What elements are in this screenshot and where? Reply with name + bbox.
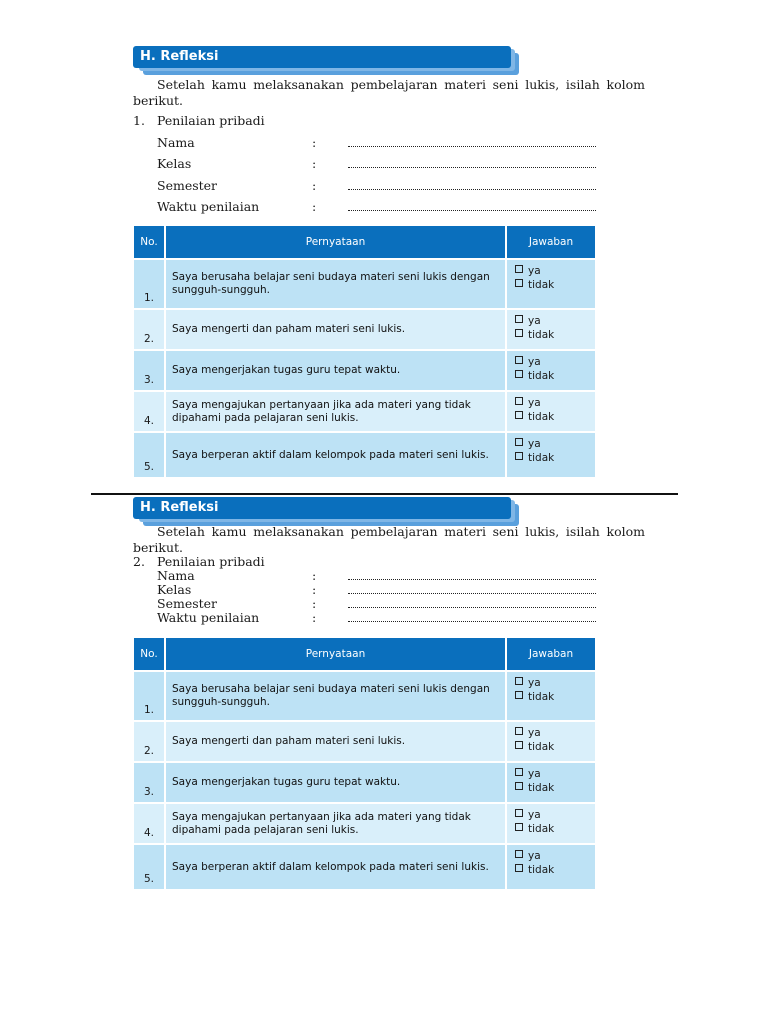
option-tidak[interactable] (515, 822, 595, 836)
answer-cell (507, 310, 595, 349)
table-row (134, 392, 595, 431)
option-ya[interactable] (515, 437, 595, 451)
option-label: ya (528, 265, 541, 277)
option-tidak[interactable] (515, 781, 595, 795)
row-number: 5. (134, 845, 164, 889)
table-row (134, 722, 595, 761)
option-label: tidak (528, 823, 555, 835)
col-header-no: No. (134, 638, 164, 670)
option-tidak[interactable] (515, 410, 595, 424)
answer-cell (507, 260, 595, 308)
field-label: Semester (157, 596, 218, 611)
table-header-row (134, 226, 595, 258)
row-number: 2. (134, 310, 164, 349)
col-header-answer: Jawaban (507, 226, 595, 258)
option-tidak[interactable] (515, 690, 595, 704)
table-row (134, 310, 595, 349)
option-label: ya (528, 397, 541, 409)
option-label: ya (528, 850, 541, 862)
option-label: ya (528, 438, 541, 450)
intro-line-1: Setelah kamu melaksanakan pembelajaran materi seni lukis, isilah kolom (157, 77, 645, 92)
field-label: Waktu penilaian (157, 610, 260, 625)
table-row (134, 845, 595, 889)
field-nama[interactable] (157, 135, 607, 150)
option-ya[interactable] (515, 396, 595, 410)
answer-cell (507, 845, 595, 889)
row-number: 3. (134, 351, 164, 390)
row-number: 3. (134, 763, 164, 802)
answer-cell (507, 672, 595, 720)
option-tidak[interactable] (515, 740, 595, 754)
page-divider (91, 493, 678, 495)
col-header-statement: Pernyataan (166, 226, 505, 258)
row-number: 2. (134, 722, 164, 761)
field-nama[interactable] (157, 568, 607, 583)
item-title: Penilaian pribadi (157, 113, 265, 128)
field-colon: : (312, 568, 317, 583)
checkbox-icon[interactable] (515, 438, 523, 446)
answer-cell (507, 351, 595, 390)
option-label: ya (528, 809, 541, 821)
checkbox-icon[interactable] (515, 727, 523, 735)
reflection-table (132, 636, 597, 891)
field-colon: : (312, 156, 317, 171)
table-row (134, 763, 595, 802)
section-title: H. Refleksi (133, 46, 511, 68)
intro-line-2: berikut. (133, 93, 183, 108)
row-number: 1. (134, 672, 164, 720)
col-header-statement: Pernyataan (166, 638, 505, 670)
option-label: tidak (528, 411, 555, 423)
option-label: tidak (528, 329, 555, 341)
option-ya[interactable] (515, 808, 595, 822)
intro-line-2: berikut. (133, 540, 183, 555)
section-2-header (133, 497, 521, 525)
row-statement: Saya mengajukan pertanyaan jika ada materi yang tidak dipahami pada pelajaran seni lukis. (166, 392, 505, 431)
checkbox-icon[interactable] (515, 356, 523, 364)
reflection-table (132, 224, 597, 479)
row-statement: Saya mengajukan pertanyaan jika ada materi yang tidak dipahami pada pelajaran seni lukis. (166, 804, 505, 843)
checkbox-icon[interactable] (515, 315, 523, 323)
answer-cell (507, 763, 595, 802)
field-label: Nama (157, 568, 195, 583)
row-statement: Saya mengerti dan paham materi seni lukis. (166, 722, 505, 761)
field-semester[interactable] (157, 178, 607, 193)
table-row (134, 804, 595, 843)
item-heading (133, 113, 265, 128)
option-label: tidak (528, 370, 555, 382)
row-number: 1. (134, 260, 164, 308)
field-colon: : (312, 135, 317, 150)
option-tidak[interactable] (515, 278, 595, 292)
field-label: Semester (157, 178, 218, 193)
fill-in-line[interactable] (348, 179, 596, 190)
option-ya[interactable] (515, 314, 595, 328)
option-ya[interactable] (515, 726, 595, 740)
checkbox-icon[interactable] (515, 279, 523, 287)
option-ya[interactable] (515, 676, 595, 690)
answer-cell (507, 433, 595, 477)
checkbox-icon[interactable] (515, 265, 523, 273)
checkbox-icon[interactable] (515, 782, 523, 790)
checkbox-icon[interactable] (515, 864, 523, 872)
answer-cell (507, 722, 595, 761)
field-waktu-penilaian[interactable] (157, 610, 607, 625)
checkbox-icon[interactable] (515, 452, 523, 460)
option-tidak[interactable] (515, 369, 595, 383)
field-label: Nama (157, 135, 195, 150)
option-label: ya (528, 677, 541, 689)
option-label: ya (528, 356, 541, 368)
field-colon: : (312, 199, 317, 214)
table-row (134, 433, 595, 477)
row-number: 5. (134, 433, 164, 477)
row-number: 4. (134, 392, 164, 431)
fill-in-line[interactable] (348, 569, 596, 580)
field-colon: : (312, 582, 317, 597)
option-label: tidak (528, 864, 555, 876)
option-ya[interactable] (515, 767, 595, 781)
fill-in-line[interactable] (348, 597, 596, 608)
option-label: tidak (528, 741, 555, 753)
field-label: Kelas (157, 156, 192, 171)
fill-in-line[interactable] (348, 157, 596, 168)
checkbox-icon[interactable] (515, 677, 523, 685)
fill-in-line[interactable] (348, 611, 596, 622)
table-header-row (134, 638, 595, 670)
option-ya[interactable] (515, 264, 595, 278)
field-semester[interactable] (157, 596, 607, 611)
option-label: tidak (528, 279, 555, 291)
row-statement: Saya berperan aktif dalam kelompok pada materi seni lukis. (166, 433, 505, 477)
field-label: Waktu penilaian (157, 199, 260, 214)
field-colon: : (312, 178, 317, 193)
option-label: tidak (528, 782, 555, 794)
section-1-header (133, 46, 521, 74)
checkbox-icon[interactable] (515, 741, 523, 749)
table-row (134, 260, 595, 308)
option-label: tidak (528, 691, 555, 703)
section-title: H. Refleksi (133, 497, 511, 519)
option-tidak[interactable] (515, 863, 595, 877)
fill-in-line[interactable] (348, 200, 596, 211)
intro-line-1: Setelah kamu melaksanakan pembelajaran materi seni lukis, isilah kolom (157, 524, 645, 539)
col-header-no: No. (134, 226, 164, 258)
row-statement: Saya mengerti dan paham materi seni lukis. (166, 310, 505, 349)
table-row (134, 672, 595, 720)
row-statement: Saya berperan aktif dalam kelompok pada materi seni lukis. (166, 845, 505, 889)
item-number: 2. (133, 554, 145, 569)
answer-cell (507, 392, 595, 431)
option-tidak[interactable] (515, 328, 595, 342)
checkbox-icon[interactable] (515, 850, 523, 858)
checkbox-icon[interactable] (515, 397, 523, 405)
checkbox-icon[interactable] (515, 809, 523, 817)
fill-in-line[interactable] (348, 136, 596, 147)
option-label: ya (528, 315, 541, 327)
checkbox-icon[interactable] (515, 768, 523, 776)
field-colon: : (312, 610, 317, 625)
item-title: Penilaian pribadi (157, 554, 265, 569)
checkbox-icon[interactable] (515, 329, 523, 337)
option-tidak[interactable] (515, 451, 595, 465)
intro-paragraph (133, 77, 645, 109)
field-colon: : (312, 596, 317, 611)
option-ya[interactable] (515, 849, 595, 863)
row-statement: Saya berusaha belajar seni budaya materi seni lukis dengan sungguh-sungguh. (166, 260, 505, 308)
checkbox-icon[interactable] (515, 370, 523, 378)
intro-paragraph (133, 524, 645, 556)
field-label: Kelas (157, 582, 192, 597)
option-label: tidak (528, 452, 555, 464)
row-statement: Saya berusaha belajar seni budaya materi seni lukis dengan sungguh-sungguh. (166, 672, 505, 720)
checkbox-icon[interactable] (515, 823, 523, 831)
option-label: ya (528, 768, 541, 780)
row-number: 4. (134, 804, 164, 843)
option-label: ya (528, 727, 541, 739)
checkbox-icon[interactable] (515, 691, 523, 699)
table-row (134, 351, 595, 390)
row-statement: Saya mengerjakan tugas guru tepat waktu. (166, 763, 505, 802)
item-heading (133, 554, 265, 569)
col-header-answer: Jawaban (507, 638, 595, 670)
option-ya[interactable] (515, 355, 595, 369)
fill-in-line[interactable] (348, 583, 596, 594)
row-statement: Saya mengerjakan tugas guru tepat waktu. (166, 351, 505, 390)
checkbox-icon[interactable] (515, 411, 523, 419)
answer-cell (507, 804, 595, 843)
field-waktu-penilaian[interactable] (157, 199, 607, 214)
field-kelas[interactable] (157, 156, 607, 171)
field-kelas[interactable] (157, 582, 607, 597)
item-number: 1. (133, 113, 145, 128)
